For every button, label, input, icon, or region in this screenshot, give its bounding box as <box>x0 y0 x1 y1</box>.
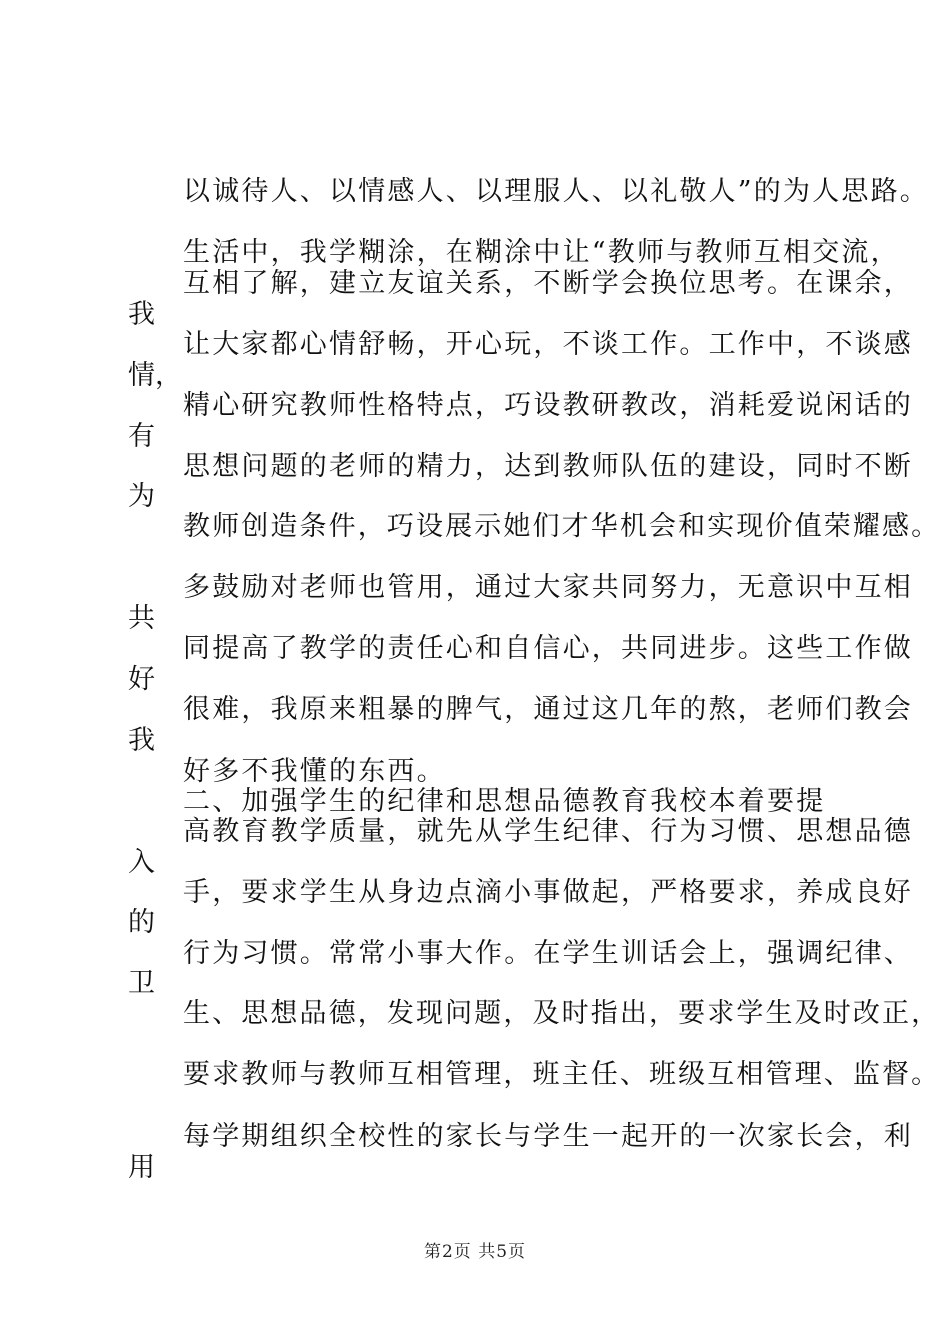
body-line: 教师创造条件，巧设展示她们才华机会和实现价值荣耀感。 <box>183 511 941 542</box>
body-line: 互相了解，建立友谊关系，不断学会换位思考。在课余， <box>183 268 913 299</box>
margin-char: 卫 <box>128 968 155 999</box>
body-line: 很难，我原来粗暴的脾气，通过这几年的熬，老师们教会 <box>183 694 913 725</box>
margin-char: 为 <box>128 481 155 512</box>
margin-char: 共 <box>128 603 155 634</box>
body-line: 生活中，我学糊涂，在糊涂中让“教师与教师互相交流， <box>183 237 900 268</box>
margin-char: 好 <box>128 664 155 695</box>
body-line: 生、思想品德，发现问题，及时指出，要求学生及时改正， <box>183 998 941 1029</box>
margin-char: 的 <box>128 907 155 938</box>
body-line: 要求教师与教师互相管理，班主任、班级互相管理、监督。 <box>183 1059 941 1090</box>
body-line: 思想问题的老师的精力，达到教师队伍的建设，同时不断 <box>183 451 913 482</box>
section-heading: 二、加强学生的纪律和思想品德教育我校本着要提 <box>183 786 826 817</box>
body-line: 多鼓励对老师也管用，通过大家共同努力，无意识中互相 <box>183 572 913 603</box>
body-line: 手，要求学生从身边点滴小事做起，严格要求，养成良好 <box>183 877 913 908</box>
body-line: 精心研究教师性格特点，巧设教研教改，消耗爱说闲话的 <box>183 390 913 421</box>
margin-char: 用 <box>128 1152 155 1183</box>
margin-char: 入 <box>128 847 155 878</box>
body-line: 好多不我懂的东西。 <box>183 756 446 787</box>
body-line: 以诚待人、以情感人、以理服人、以礼敬人”的为人思路。 <box>183 176 930 207</box>
margin-char: 我 <box>128 299 155 330</box>
body-line: 让大家都心情舒畅，开心玩，不谈工作。工作中，不谈感 <box>183 329 913 360</box>
margin-char: 我 <box>128 725 155 756</box>
body-line: 行为习惯。常常小事大作。在学生训话会上，强调纪律、 <box>183 938 913 969</box>
body-line: 同提高了教学的责任心和自信心，共同进步。这些工作做 <box>183 633 913 664</box>
body-line: 每学期组织全校性的家长与学生一起开的一次家长会，利 <box>183 1121 913 1152</box>
page-number-footer: 第2页 共5页 <box>423 1242 527 1262</box>
margin-char: 情， <box>128 360 182 391</box>
body-line: 高教育教学质量，就先从学生纪律、行为习惯、思想品德 <box>183 816 913 847</box>
margin-char: 有 <box>128 421 155 452</box>
